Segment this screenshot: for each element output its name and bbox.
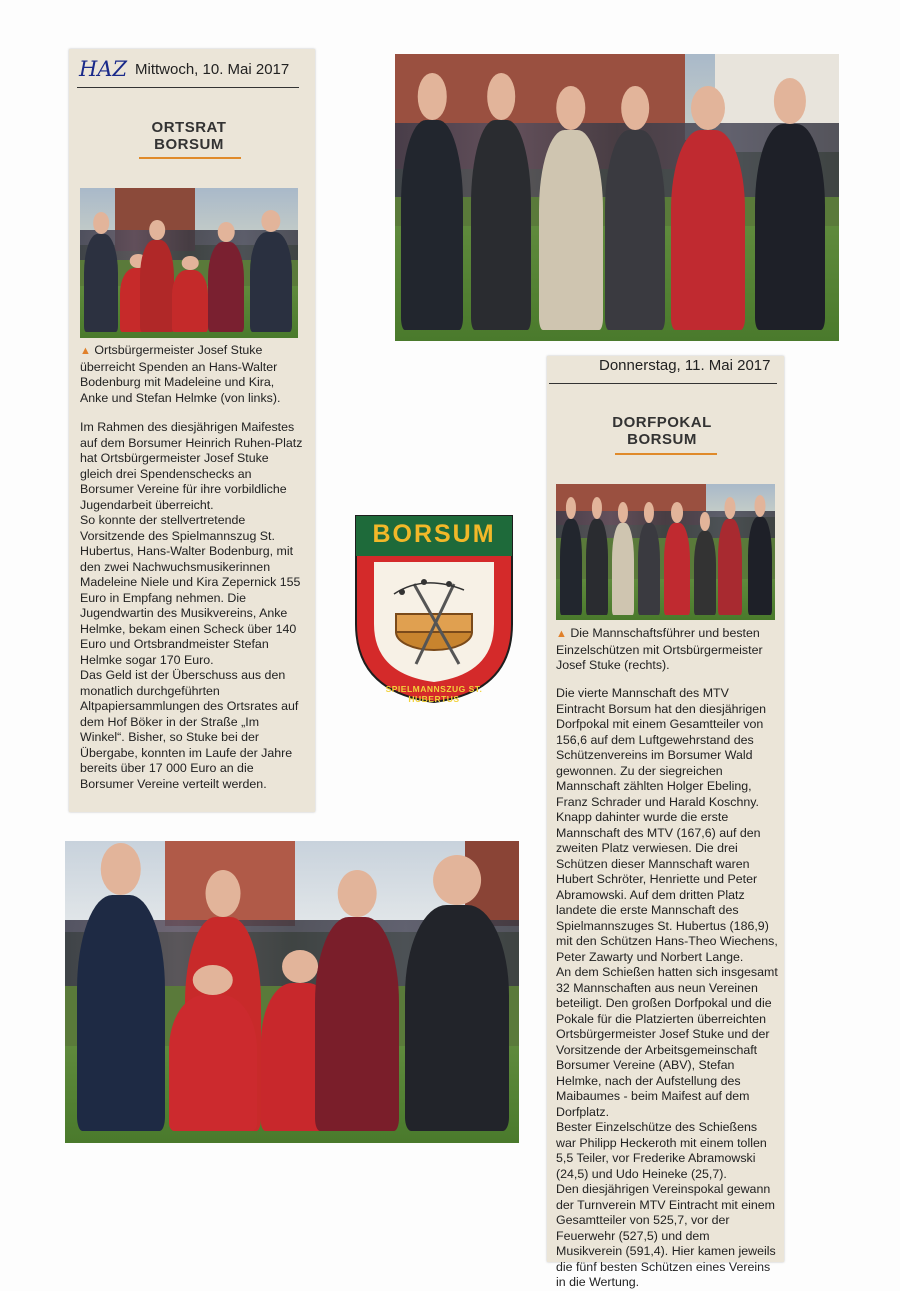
article-paragraph: Die vierte Mannschaft des MTV Eintracht Borsum hat den diesjährigen Dorfpokal mit einem Gesamtteiler von 156,6 auf dem Luftgewehrstand des Schützenvereins im Borsumer Wald gewonnen. Zu der siegreichen Mannschaft zählten Holger Ebeling, Franz Schrader und Harald Koschny. Knapp dahinter wurde die erste Mannschaft des MTV (167,6) auf den zweiten Platz verwiesen. Die drei Schützen dieser Mannschaft waren Hubert Schröter, Henriette und Peter Abramowski. Auf dem dritten Platz landete die erste Mannschaft des Spielmannszuges St. Hubertus (186,9) mit den Schützen Hans-Theo Wiechens, Peter Zawarty und Norbert Lange. <box>556 686 778 964</box>
person <box>208 242 244 332</box>
clipping-date: Donnerstag, 11. Mai 2017 <box>599 357 771 374</box>
article-paragraph: Den diesjährigen Vereinspokal gewann der Turnverein MTV Eintracht mit einem Gesamtteiler von 525,7, vor der Feuerwehr (527,5) und dem Musikverein (591,4). Hier kamen jeweils die fünf besten Schützen eines Vereins in die Wertung. <box>556 1182 776 1289</box>
photo-caption <box>80 343 300 406</box>
person <box>315 917 399 1131</box>
person <box>664 523 690 615</box>
photo-donation-large <box>65 841 519 1143</box>
person <box>612 523 634 615</box>
section-title-line1: DORFPOKAL <box>612 414 712 431</box>
person <box>471 120 531 330</box>
person <box>755 124 825 330</box>
date-rule <box>549 383 777 384</box>
caption-text: Die Mannschaftsführer und besten Einzelschützen mit Ortsbürgermeister Josef Stuke (rechts). <box>556 626 763 672</box>
article-body <box>556 686 778 1291</box>
person <box>586 519 608 615</box>
clipping-date: Mittwoch, 10. Mai 2017 <box>135 61 290 78</box>
article-paragraph: Das Geld ist der Überschuss aus den monatlich durchgeführten Altpapiersammlungen des Ortsrates auf dem Hof Böker in der Straße „Im Winkel“. Bisher, so Stuke bei der Übergabe, konnten im Laufe der Jahre bereits über 17 000 Euro an die Borsumer Vereine verteilt werden. <box>80 668 299 791</box>
person <box>250 232 292 332</box>
haz-logo: HAZ <box>79 57 128 81</box>
article-paragraph: Im Rahmen des diesjährigen Maifestes auf dem Borsumer Heinrich Ruhen-Platz hat Ortsbürgermeister Josef Stuke gleich drei Spendenschecks an Borsumer Vereine für ihre vorbildliche Jugendarbeit überreicht. <box>80 420 303 512</box>
section-underline <box>139 157 241 159</box>
photo-dorfpokal-large <box>395 54 839 341</box>
article-paragraph: Bester Einzelschütze des Schießens war Philipp Heckeroth mit einem tollen 5,5 Teiler, vor Frederike Abramowski (24,5) und Udo Heineke (25,7). <box>556 1120 767 1181</box>
section-title-line2: BORSUM <box>627 431 697 448</box>
caption-triangle-icon: ▲ <box>556 628 567 640</box>
clipping-dorfpokal <box>547 356 784 1289</box>
logo-title: BORSUM <box>372 520 496 548</box>
section-underline <box>615 453 717 455</box>
person <box>560 519 582 615</box>
article-paragraph: An dem Schießen hatten sich insgesamt 32 Mannschaften aus neun Vereinen beteiligt. Den großen Dorfpokal und die Pokale für die Platzierten überreichten Ortsbürgermeister Josef Stuke und der Vorsitzende der Arbeitsgemeinschaft Borsumer Vereine (ABV), Stefan Helmke, nach der Aufstellung des Maibaumes - beim Maifest auf dem Dorfplatz. <box>556 965 778 1119</box>
spielmannszug-logo <box>354 514 514 704</box>
caption-text: Ortsbürgermeister Josef Stuke überreicht Spenden an Hans-Walter Bodenburg mit Madeleine und Kira, Anke und Stefan Helmke (von links). <box>80 343 281 405</box>
clipping-ortsrat <box>69 49 315 812</box>
article-paragraph: So konnte der stellvertretende Vorsitzende des Spielmannszug St. Hubertus, Hans-Walter Bodenburg, mit den zwei Nachwuchsmusikerinnen Madeleine Niele und Kira Zepernick 155 Euro in Empfang nehmen. Die Jugendwartin des Musikvereins, Anke Helmke, bekam einen Scheck über 140 Euro und Ortsbrandmeister Stefan Helmke sogar 170 Euro. <box>80 513 301 667</box>
person <box>77 895 165 1131</box>
person <box>140 240 174 332</box>
caption-triangle-icon: ▲ <box>80 345 91 357</box>
person <box>671 130 745 330</box>
person <box>84 234 118 332</box>
photo-dorfpokal-small <box>556 484 775 620</box>
person <box>694 531 716 615</box>
photo-caption <box>556 626 778 674</box>
person <box>748 517 772 615</box>
person <box>169 995 257 1131</box>
article-body <box>80 420 304 792</box>
person <box>605 130 665 330</box>
person <box>172 270 208 332</box>
person <box>718 519 742 615</box>
section-title-line2: BORSUM <box>154 136 224 153</box>
date-rule <box>77 87 299 88</box>
photo-donation <box>80 188 298 338</box>
section-title <box>597 414 727 448</box>
person <box>539 130 603 330</box>
section-title <box>129 119 249 153</box>
section-title-line1: ORTSRAT <box>151 119 227 136</box>
person <box>405 905 509 1131</box>
person <box>638 523 660 615</box>
person <box>401 120 463 330</box>
logo-ring-text: SPIELMANNSZUG ST. HUBERTUS <box>385 684 483 704</box>
